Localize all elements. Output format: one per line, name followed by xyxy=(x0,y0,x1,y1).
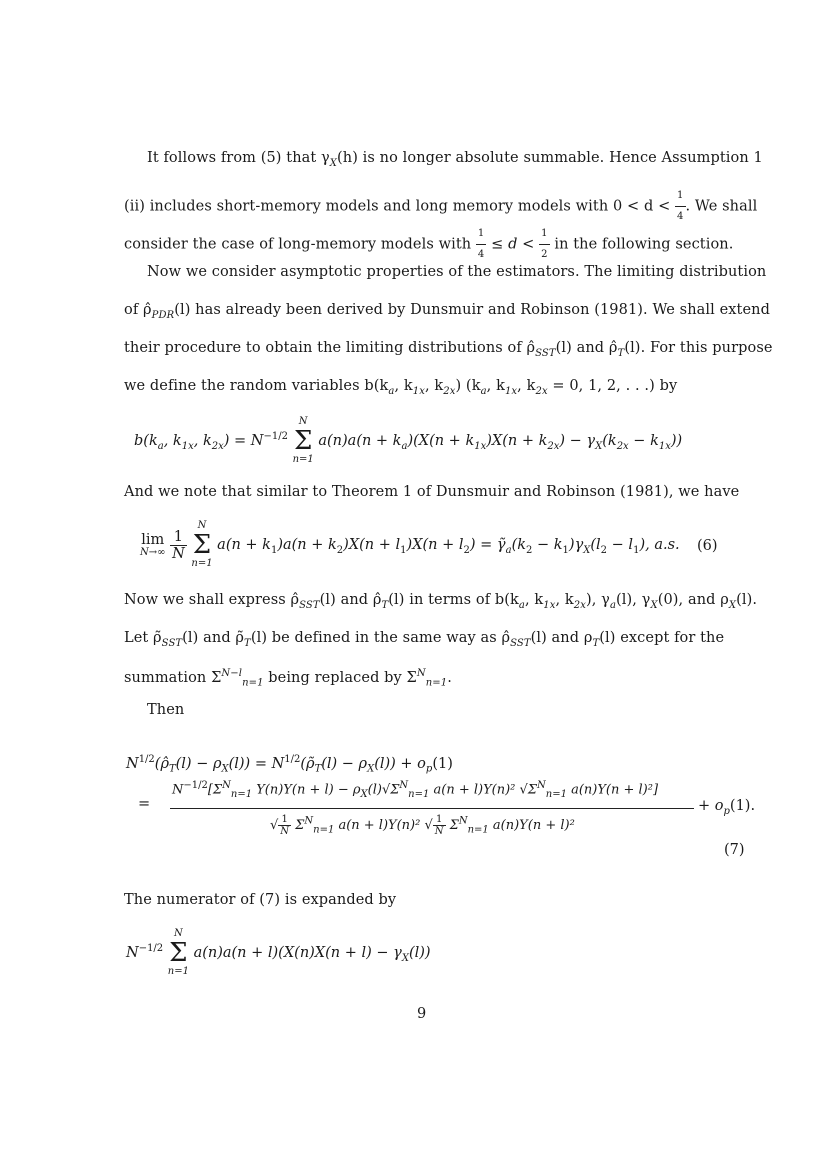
text-line: Now we consider asymptotic properties of the estimators. The limiting distribution xyxy=(147,264,767,280)
equation-numerator-expansion: $N^{-1/2}$ N Σ n=1 $a(n)a(n + l)(X(n)X(n + l) - \gamma_X(l))$ xyxy=(126,928,431,977)
summation: N Σ n=1 xyxy=(292,416,314,465)
fraction-bar xyxy=(170,808,694,809)
fraction: $\frac{1}{4}$ xyxy=(476,224,486,265)
summation: N Σ n=1 xyxy=(191,520,213,569)
text-line: Then xyxy=(147,702,185,718)
fraction: $\frac{1}{4}$ xyxy=(675,186,685,227)
equation-number: (6) xyxy=(697,538,718,554)
fraction: $\frac{1}{N}$ xyxy=(172,528,185,562)
text-line: The numerator of (7) is expanded by xyxy=(124,892,397,908)
text-line: Let $\rhõ_{SST}(l)$ and $\rhõ_T(l)$ be defined in the same way as $\rhô_{SST}(l)$ and $\rho_T(l)$ except for the xyxy=(124,630,725,649)
text-line: of $\rhô_{PDR}(l)$ has already been derived by Dunsmuir and Robinson (1981). We shall extend xyxy=(124,302,770,321)
fraction: $\frac{1}{N}$ xyxy=(280,814,290,837)
text-line: consider the case of long-memory models with $\frac{1}{4}$ ≤ d < $\frac{1}{2}$ in the following section. xyxy=(124,224,720,265)
summation: N Σ n=1 xyxy=(167,928,189,977)
equation-b-definition: $b(k_a$, $k_{1x}$, $k_{2x}) = N^{-1/2}$ N Σ n=1 $a(n)a(n + k_a)(X(n + k_{1x})X(n + k_{2x}) - \gamma_X(k_{2x} - k_{1x}))$ xyxy=(134,416,683,465)
text-line: their procedure to obtain the limiting distributions of $\rhô_{SST}(l)$ and $\rhô_T(l)$. For this purpose xyxy=(124,340,773,359)
equation-7-numerator: $N^{-1/2}[\Sigma^N_{n=1}$ $Y(n)Y(n + l) - \rho_X(l)√\Sigma^N_{n=1}$ a(n + l)Y(n)² $√\Sigma^N_{n=1}$ a(n)Y(n + l)²] xyxy=(172,780,659,800)
text-line: It follows from (5) that $\gamma_X(h)$ is no longer absolute summable. Hence Assumption 1 xyxy=(147,150,763,169)
text-line: And we note that similar to Theorem 1 of Dunsmuir and Robinson (1981), we have xyxy=(124,484,740,500)
text-line: Now we shall express $\rhô_{SST}(l)$ and $\rhô_T(l)$ in terms of $b(k_a$, $k_{1x}$, $k_{2x}$), $\gamma_a(l)$, $\gamma_X(0)$, and $\rho_X(l)$. xyxy=(124,592,758,611)
text-line: (ii) includes short-memory models and long memory models with 0 < d < $\frac{1}{4}$ . We shall xyxy=(124,186,720,227)
limit: lim N→∞ xyxy=(140,532,166,558)
equation-7-line1: $N^{1/2}(\rhô_T(l) - \rho_X(l))$ = $N^{1/2}(\rhõ_T(l) - \rho_X(l)) + o_p(1)$ xyxy=(126,754,453,775)
fraction: $\frac{1}{2}$ xyxy=(539,224,549,265)
equation-number: (7) xyxy=(724,842,745,858)
page-number: 9 xyxy=(417,1006,427,1022)
text-line: summation $\Sigma^{N-l}_{n=1}$ being replaced by $\Sigma^N_{n=1}$. xyxy=(124,668,452,689)
fraction: $\frac{1}{N}$ xyxy=(434,814,444,837)
equation-6: lim N→∞ $\frac{1}{N}$ N Σ n=1 $a(n + k_1)a(n + k_2)X(n + l_1)X(n + l_2)$ = $\gammã_a(k_2 - k_1)\gamma_X(l_2 - l_1)$, a.s. xyxy=(140,520,680,569)
equation-7-denominator: √ $\frac{1}{N}$ $\Sigma^N_{n=1}$ a(n + l)Y(n)² √ $\frac{1}{N}$ $\Sigma^N_{n=1}$ a(n)Y(n + l)² xyxy=(270,814,575,837)
equation-7-tail: + $o_p(1)$. xyxy=(698,798,756,817)
text-line: we define the random variables $b(k_a$, $k_{1x}$, $k_{2x}$) ($k_a$, $k_{1x}$, $k_{2x} = 0$, 1, 2, . . .) by xyxy=(124,378,678,397)
equation-7-equals: = xyxy=(138,796,151,812)
